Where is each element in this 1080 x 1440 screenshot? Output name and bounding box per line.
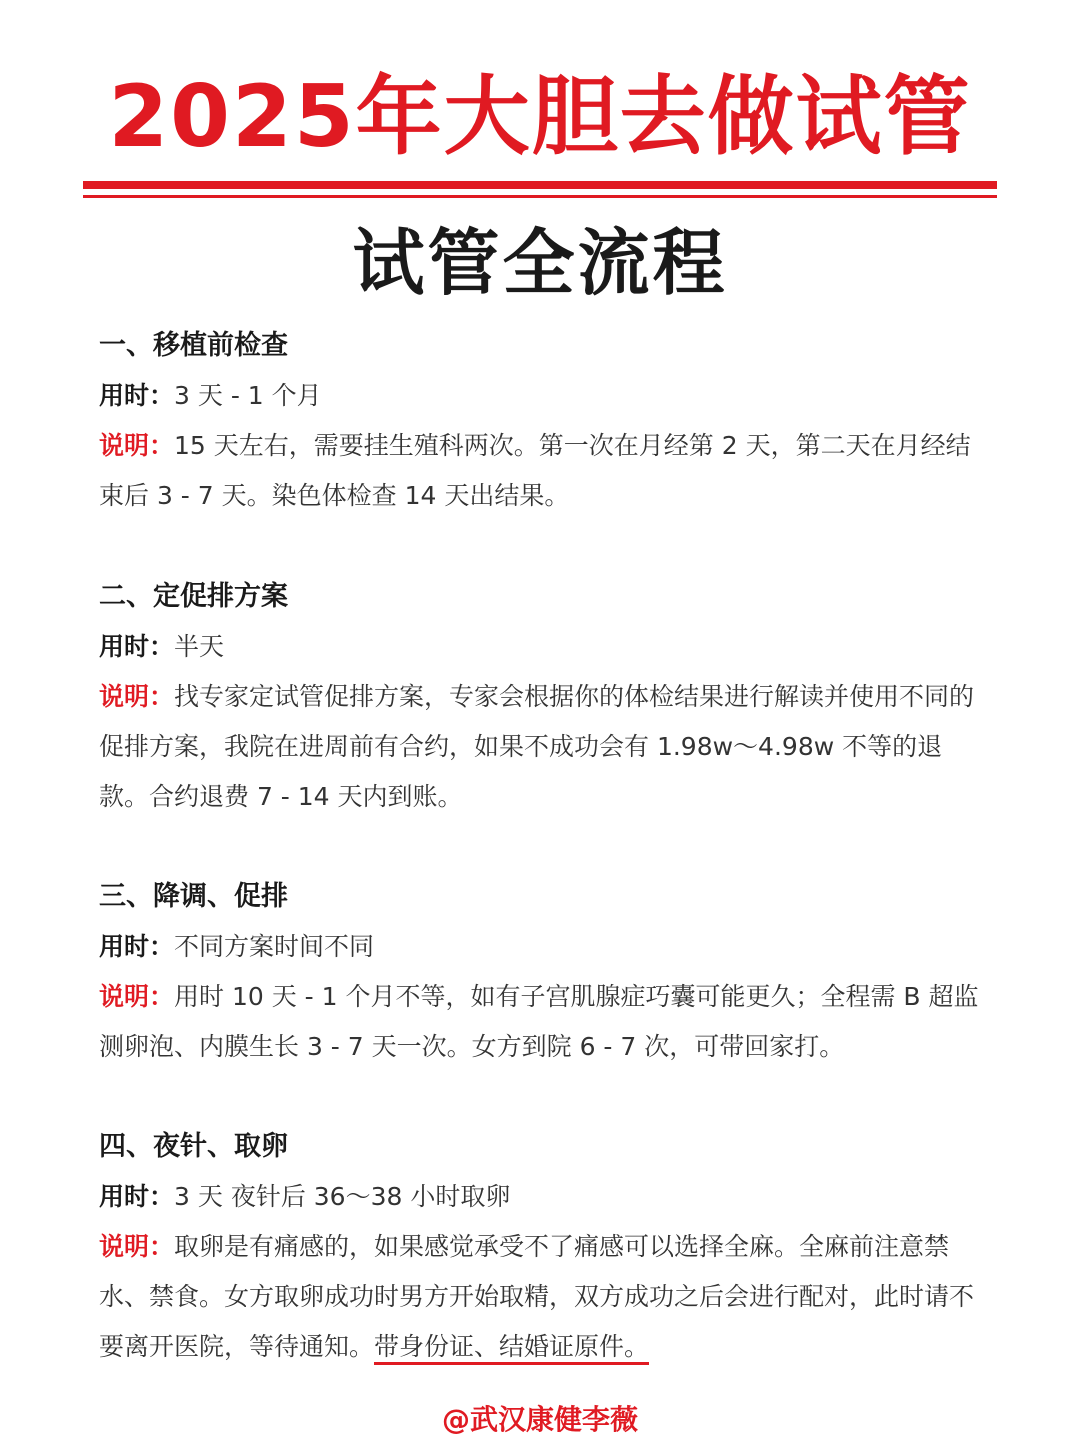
time-row [99,622,989,672]
section-pre-transfer-check [99,321,989,521]
page-subtitle: 试管全流程 [352,221,728,305]
description-label: 说明： [99,982,175,1011]
title-divider-thick [83,181,997,189]
time-row [99,1172,989,1222]
author-watermark: @武汉康健李薇 [441,1403,638,1436]
main-title: 2025年大胆去做试管 [108,67,972,167]
time-value: 不同方案时间不同 [174,932,375,961]
time-label: 用时： [99,1182,175,1211]
time-label: 用时： [99,381,175,410]
description-text: 用时 10 天 - 1 个月不等，如有子宫肌腺症巧囊可能更久；全程需 B 超监测卵泡、内膜生长 3 - 7 天一次。女方到院 6 - 7 次，可带回家打。 [99,982,979,1061]
description-row [99,1222,989,1372]
time-label: 用时： [99,632,175,661]
description-text: 取卵是有痛感的，如果感觉承受不了痛感可以选择全麻。全麻前注意禁水、禁食。女方取卵成功时男方开始取精，双方成功之后会进行配对，此时请不要离开医院，等待通知。 [99,1232,975,1361]
description-label: 说明： [99,1232,175,1261]
title-divider-thin [83,195,997,198]
time-value: 半天 [174,632,225,661]
time-value: 3 天 - 1 个月 [174,381,322,410]
description-label: 说明： [99,682,175,711]
section-heading: 二、定促排方案 [99,581,288,612]
time-value: 3 天 夜针后 36～38 小时取卵 [174,1182,511,1211]
section-downregulation-stimulation [99,872,989,1072]
time-row [99,922,989,972]
description-label: 说明： [99,431,175,460]
time-row [99,371,989,421]
section-trigger-egg-retrieval [99,1122,989,1372]
section-stimulation-plan [99,572,989,822]
time-label: 用时： [99,932,175,961]
description-text: 找专家定试管促排方案，专家会根据你的体检结果进行解读并使用不同的促排方案，我院在进周前有合约，如果不成功会有 1.98w～4.98w 不等的退款。合约退费 7 - 14 天内到账。 [99,682,975,811]
description-text: 15 天左右，需要挂生殖科两次。第一次在月经第 2 天，第二天在月经结束后 3 - 7 天。染色体检查 14 天出结果。 [99,431,971,510]
section-heading: 三、降调、促排 [99,881,288,912]
description-row [99,972,989,1072]
highlighted-note: 带身份证、结婚证原件。 [374,1332,649,1365]
description-row [99,421,989,521]
section-heading: 四、夜针、取卵 [99,1131,288,1162]
description-row [99,672,989,822]
section-heading: 一、移植前检查 [99,330,288,361]
